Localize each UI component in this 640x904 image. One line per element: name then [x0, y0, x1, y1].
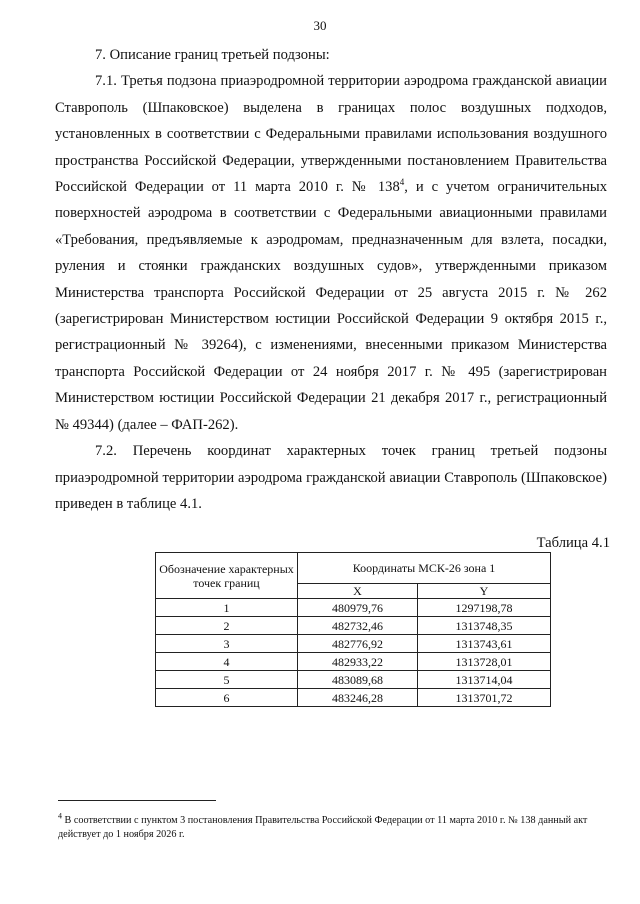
header-coordinates: Координаты МСК-26 зона 1 [298, 553, 551, 584]
y-coordinate-cell: 1313701,72 [418, 689, 551, 707]
footnote-text: В соответствии с пунктом 3 постановления Правительства Российской Федерации от 11 марта 2010 г. № 138 данный акт действует до 1 ноября 2026 г. [58, 815, 588, 840]
paragraph-7-1-text-start: 7.1. Третья подзона приаэродромной территории аэродрома гражданской авиации Ставрополь (Шпаковское) выделена в границах полос воздушных подходов, установленных в соответствии с Федеральными правилами использования воздушного пространства Российской Федерации, утвержденными постановлением Правительства Российской Федерации от 11 марта 2010 г. № 138 [55, 73, 607, 196]
footnote [58, 811, 608, 842]
coordinates-table [155, 552, 551, 707]
point-number-cell: 1 [156, 599, 298, 617]
point-number-cell: 4 [156, 653, 298, 671]
y-coordinate-cell: 1313728,01 [418, 653, 551, 671]
table-caption: Таблица 4.1 [536, 535, 610, 551]
table-row [156, 653, 551, 671]
x-coordinate-cell: 482776,92 [298, 635, 418, 653]
page-number: 30 [313, 18, 327, 33]
header-y: Y [418, 584, 551, 599]
x-coordinate-cell: 483246,28 [298, 689, 418, 707]
x-coordinate-cell: 483089,68 [298, 671, 418, 689]
footnote-divider [58, 800, 216, 801]
paragraph-7-1 [55, 68, 607, 438]
point-number-cell: 5 [156, 671, 298, 689]
y-coordinate-cell: 1297198,78 [418, 599, 551, 617]
y-coordinate-cell: 1313743,61 [418, 635, 551, 653]
point-number-cell: 6 [156, 689, 298, 707]
header-x: X [298, 584, 418, 599]
table-row [156, 671, 551, 689]
footnote-reference: 4 [399, 177, 405, 188]
table-row [156, 617, 551, 635]
table-row [156, 635, 551, 653]
section-heading: 7. Описание границ третьей подзоны: [95, 47, 330, 63]
x-coordinate-cell: 482732,46 [298, 617, 418, 635]
table-row [156, 599, 551, 617]
point-number-cell: 3 [156, 635, 298, 653]
table-body [156, 599, 551, 707]
paragraph-7-1-text-end: , и с учетом ограничительных поверхностей аэродрома в соответствии с Федеральными авиационными правилами «Требования, предъявляемые к аэродромам, предназначенным для взлета, посадки, руления и стоянки гражданских воздушных судов», утвержденными приказом Министерства транспорта Российской Федерации от 25 августа 2015 г. № 262 (зарегистрирован Министерством юстиции Российской Федерации 9 октября 2015 г., регистрационный № 39264), с изменениями, внесенными приказом Министерства транспорта Российской Федерации от 24 ноября 2017 г. № 495 (зарегистрирован Министерством юстиции Российской Федерации 21 декабря 2017 г., регистрационный № 49344) (далее – ФАП-262). [55, 179, 607, 433]
table-row [156, 689, 551, 707]
point-number-cell: 2 [156, 617, 298, 635]
x-coordinate-cell: 480979,76 [298, 599, 418, 617]
footnote-mark: 4 [58, 811, 62, 821]
y-coordinate-cell: 1313748,35 [418, 617, 551, 635]
document-body [55, 42, 607, 517]
header-points: Обозначение характерных точек границ [156, 553, 298, 599]
paragraph-7-2: 7.2. Перечень координат характерных точек границ третьей подзоны приаэродромной территории аэродрома гражданской авиации Ставрополь (Шпаковское) приведен в таблице 4.1. [55, 443, 607, 512]
x-coordinate-cell: 482933,22 [298, 653, 418, 671]
y-coordinate-cell: 1313714,04 [418, 671, 551, 689]
